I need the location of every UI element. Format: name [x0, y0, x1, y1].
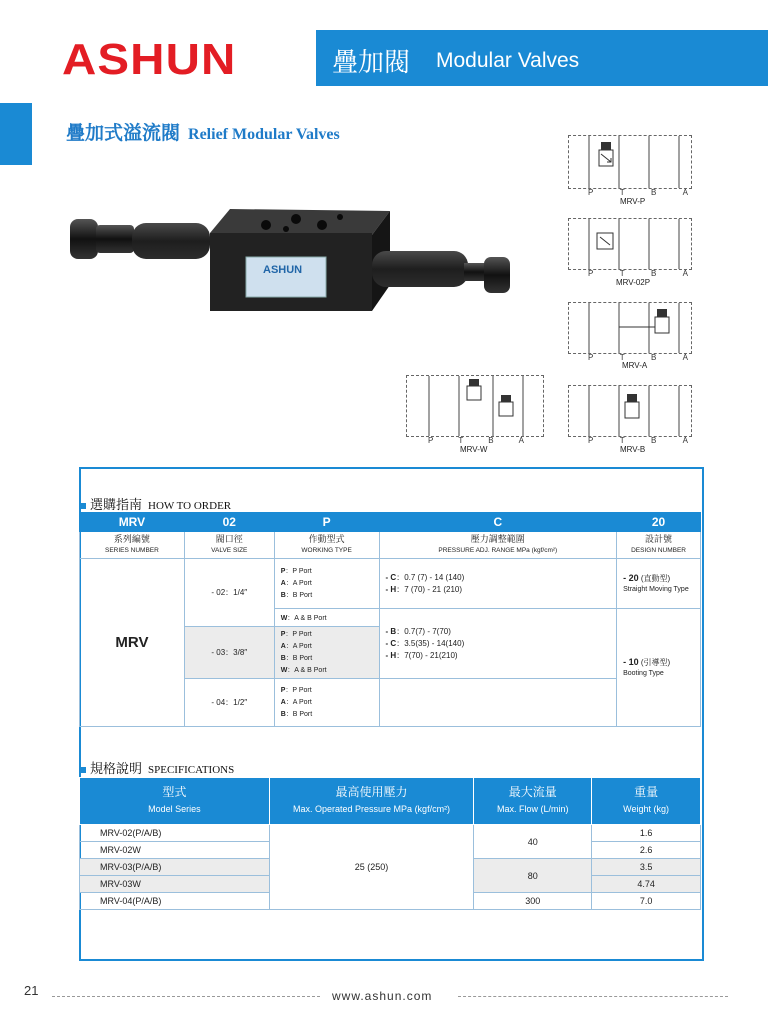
section-title-en: Relief Modular Valves — [188, 126, 340, 143]
footer-divider-right — [458, 996, 728, 997]
relief-valve-symbol-icon — [569, 386, 691, 436]
table-row: MRV-02W 2.6 — [80, 842, 701, 859]
code-series: MRV — [80, 513, 185, 532]
order-heading — [80, 494, 231, 513]
size-04: - 04：1/2″ — [184, 679, 274, 727]
symbol-mrv-02p — [568, 218, 692, 270]
types-04: P：P Port A：A Port B：B Port — [274, 679, 379, 727]
symbol-label-mrv-b: MRV-B — [620, 445, 646, 454]
symbol-label-mrv-w: MRV-W — [460, 445, 488, 454]
right-knob — [484, 257, 510, 293]
symbol-mrv-b — [568, 385, 692, 437]
relief-valve-symbol-icon — [569, 219, 691, 269]
order-header-row: 系列編號 SERIES NUMBER 閥口徑 VALVE SIZE 作動型式 WORKING TYPE 壓力調整範圍 PRESSURE ADJ. RANGE MPa (kgf/cm²) 設計號 DESIGN NUMBER — [80, 532, 701, 559]
code-range: C — [379, 513, 617, 532]
code-size: 02 — [184, 513, 274, 532]
pressure-value: 25 (250) — [269, 825, 474, 910]
symbol-label-mrv-02p: MRV-02P — [616, 278, 651, 287]
left-adjuster — [132, 223, 210, 259]
series-value: MRV — [80, 559, 185, 727]
types-02: P：P Port A：A Port B：B Port — [274, 559, 379, 609]
right-adjuster — [372, 251, 468, 287]
relief-valve-symbol-icon — [569, 303, 691, 353]
symbol-ports-2: P T B A — [588, 269, 688, 278]
symbol-mrv-w — [406, 375, 544, 437]
table-row: MRV-03W 4.74 — [80, 876, 701, 893]
symbol-label-mrv-a: MRV-A — [622, 361, 648, 370]
flow-04: 300 — [474, 893, 592, 910]
range-02: - C：0.7 (7) - 14 (140) - H：7 (70) - 21 (210) — [379, 559, 617, 609]
header-band — [316, 30, 768, 86]
specs-heading — [80, 758, 234, 777]
flow-03: 80 — [474, 859, 592, 893]
specs-header-row: 型式 Model Series 最高使用壓力 Max. Operated Pressure MPa (kgf/cm²) 最大流量 Max. Flow (L/min) 重量 Weight (kg) — [80, 778, 701, 825]
header-title-zh: 疊加閥 — [332, 47, 411, 77]
bullet-square-icon — [80, 503, 86, 509]
code-design: 20 — [617, 513, 701, 532]
range-03: - B：0.7(7) - 7(70) - C：3.5(35) - 14(140) - H：7(70) - 21(210) — [379, 609, 617, 679]
design-10: - 10 (引導型) Booting Type — [617, 609, 701, 727]
symbol-mrv-p — [568, 135, 692, 189]
table-row: MRV-04(P/A/B) 300 7.0 — [80, 893, 701, 910]
specs-table — [79, 777, 701, 910]
order-title-en: HOW TO ORDER — [148, 500, 232, 512]
symbol-label-mrv-p: MRV-P — [620, 197, 646, 206]
symbol-ports-3: P T B A — [588, 353, 688, 362]
type-w: W：A & B Port — [274, 609, 379, 627]
order-row-02 — [80, 559, 701, 609]
symbol-ports-4: P T B A — [428, 436, 524, 445]
page-number: 21 — [24, 983, 39, 998]
relief-valve-symbol-icon — [569, 136, 691, 188]
order-title-zh: 選購指南 — [90, 497, 143, 512]
types-03: P：P Port A：A Port B：B Port W：A & B Port — [274, 627, 379, 679]
relief-valve-symbol-icon — [407, 376, 543, 436]
symbol-mrv-a — [568, 302, 692, 354]
section-title — [66, 118, 340, 145]
symbol-ports-5: P T B A — [588, 436, 688, 445]
size-03: - 03：3/8″ — [184, 627, 274, 679]
specs-title-zh: 規格說明 — [90, 761, 143, 776]
table-row: MRV-03(P/A/B) 80 3.5 — [80, 859, 701, 876]
code-type: P — [274, 513, 379, 532]
table-row: MRV-02(P/A/B) 25 (250) 40 1.6 — [80, 825, 701, 842]
section-title-zh: 疊加式溢流閥 — [66, 123, 181, 144]
footer-divider-left — [52, 996, 320, 997]
size-02: - 02：1/4″ — [184, 559, 274, 627]
flow-02: 40 — [474, 825, 592, 859]
plate-text: ASHUN — [263, 264, 303, 276]
product-photo — [60, 205, 530, 323]
footer-url[interactable]: www.ashun.com — [332, 989, 433, 1003]
order-table — [79, 512, 701, 727]
design-20: - 20 (直動型) Straight Moving Type — [617, 559, 701, 609]
order-code-row — [80, 513, 701, 532]
specs-title-en: SPECIFICATIONS — [148, 764, 235, 776]
name-plate — [246, 257, 326, 297]
symbol-ports-1: P T B A — [588, 188, 688, 197]
header-title-en: Modular Valves — [436, 49, 580, 72]
bullet-square-icon — [80, 767, 86, 773]
left-knob — [70, 219, 98, 259]
brand-logo: ASHUN — [62, 35, 237, 84]
side-tab — [0, 103, 32, 165]
